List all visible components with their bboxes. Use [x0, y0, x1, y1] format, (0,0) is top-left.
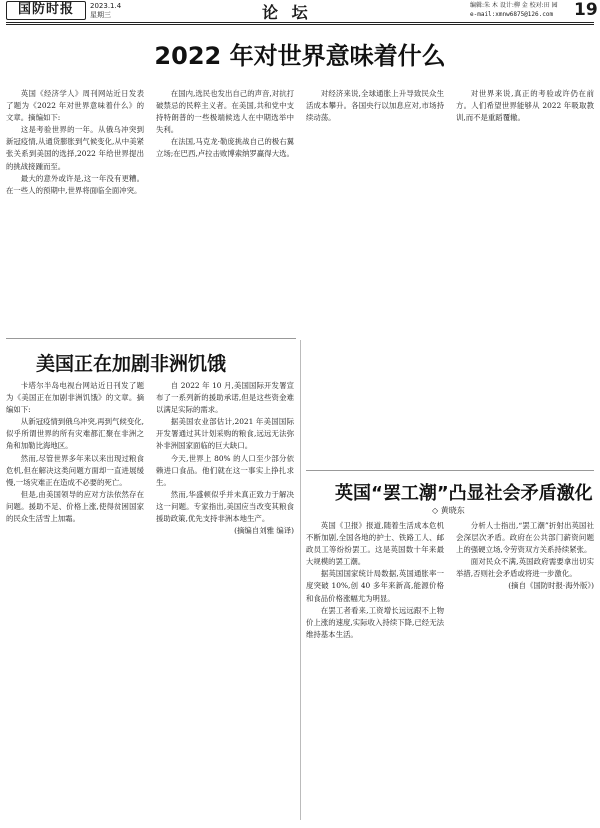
editor-credits: 编辑:朱 木 设计:柳 金 校对:田 园	[470, 2, 558, 9]
article-1-column-2	[156, 88, 294, 330]
column-divider	[300, 340, 301, 820]
article-1-paragraph: 这是考验世界的一年。从俄乌冲突到新冠疫情,从通货膨胀到气候变化,从中美紧张关系到美国的选择,2022 年给世界提出的挑战接踵而至。	[6, 125, 144, 171]
section-title: 论 坛	[262, 3, 312, 22]
article-1-paragraph: 在国内,选民也发出自己的声音,对抗打破禁忌的民粹主义者。在美国,共和党中支持特朗普的一些极端候选人在中期选举中失利。	[156, 89, 294, 135]
article-3-paragraph: 据英国国家统计局数据,英国通胀率一度突破 10%,创 40 多年来新高,能源价格和食品价格涨幅尤为明显。	[306, 569, 444, 603]
article-2-headline: 美国正在加剧非洲饥饿	[36, 353, 227, 375]
article-2-paragraph: 自 2022 年 10 月,美国国际开发署宣布了一系列新的援助承诺,但是这些资金难以满足实际的需求。	[156, 381, 294, 415]
masthead-rule	[6, 22, 594, 23]
article-2-column-1	[6, 380, 144, 820]
masthead	[0, 0, 600, 22]
article-3-byline: ◇ 黄晓东	[432, 506, 465, 515]
article-1-column-1	[6, 88, 144, 330]
article-3-paragraph: 英国《卫报》报道,随着生活成本危机不断加剧,全国各地的护士、铁路工人、邮政员工等纷纷罢工。这是英国数十年来最大规模的罢工潮。	[306, 521, 444, 567]
article-1-column-4	[456, 88, 594, 330]
article-2-column-2	[156, 380, 294, 820]
article-2-paragraph: 从新冠疫情到俄乌冲突,再到气候变化,似乎所谓世界的所有灾难都汇聚在非洲之角和加勒比海地区。	[6, 417, 144, 451]
article-1-paragraph: 英国《经济学人》周刊网站近日发表了题为《2022 年对世界意味着什么》的文章。摘编如下:	[6, 89, 144, 123]
article-3-paragraph: 在罢工者看来,工资增长远远跟不上物价上涨的速度,实际收入持续下降,已经无法维持基本生活。	[306, 605, 444, 639]
article-2-paragraph: 然而,尽管世界多年来以来出现过粮食危机,但在解决这类问题方面却一直进展缓慢,一场灾难正在造成不必要的死亡。	[6, 453, 144, 487]
article-2-paragraph: 然而,华盛顿似乎并未真正致力于解决这一问题。专家指出,美国应当改变其粮食援助政策,优先支持非洲本地生产。	[156, 489, 294, 524]
article-2-paragraph: 今天,世界上 80% 的人口至少部分依赖进口食品。他们就在这一事实上挣扎求生。	[156, 453, 294, 487]
article-2-paragraph: 据美国农业部估计,2021 年美国国际开发署通过其计划采购的粮食,远远无法弥补非洲国家面临的巨大缺口。	[156, 417, 294, 451]
article-1-headline: 2022 年对世界意味着什么	[154, 42, 446, 70]
page-number: 19	[574, 0, 598, 20]
issue-date: 2023.1.4	[90, 2, 122, 10]
article-2-paragraph: 但是,由美国领导的应对方法依然存在问题。援助不足、价格上涨,使得贫困国家的民众生活雪上加霜。	[6, 489, 144, 524]
article-1-paragraph: 在法国,马克龙·勒庞挑战自己的极右翼立场;在巴西,卢拉击败博索纳罗赢得大选。	[156, 137, 294, 159]
article-2-source: (摘编自刘雅 编译)	[234, 526, 294, 536]
section-divider	[6, 338, 296, 339]
section-divider	[306, 470, 594, 471]
article-1-paragraph: 对经济来说,全球通胀上升导致民众生活成本攀升。各国央行以加息应对,市场持续动荡。	[306, 89, 444, 123]
article-3-column-2	[456, 520, 594, 820]
article-3-headline: 英国“罢工潮”凸显社会矛盾激化	[335, 483, 593, 504]
newspaper-logo: 国防时报	[6, 1, 86, 20]
article-1-paragraph: 最大的意外或许是,这一年没有更糟。在一些人的预期中,世界将面临全面冲突。	[6, 173, 144, 195]
article-2-paragraph: 卡塔尔半岛电视台网站近日刊发了题为《美国正在加剧非洲饥饿》的文章。摘编如下:	[6, 381, 144, 415]
article-3-source: (摘自《国防时报·海外版》)	[508, 581, 594, 591]
article-3-paragraph: 面对民众不满,英国政府需要拿出切实举措,否则社会矛盾或将进一步激化。	[456, 557, 594, 579]
article-3-column-1	[306, 520, 444, 820]
masthead-rule-thin	[6, 24, 594, 25]
contact-email: e-mail:xmnw6875@126.com	[470, 11, 554, 18]
article-3-paragraph: 分析人士指出,“罢工潮”折射出英国社会深层次矛盾。政府在公共部门薪资问题上的强硬立场,令劳资双方关系持续紧张。	[456, 521, 594, 555]
issue-weekday: 星期三	[90, 11, 111, 19]
article-1-column-3	[306, 88, 444, 330]
article-1-paragraph: 对世界来说,真正的考验或许仍在前方。人们希望世界能够从 2022 年吸取教训,而不是重蹈覆辙。	[456, 89, 594, 123]
